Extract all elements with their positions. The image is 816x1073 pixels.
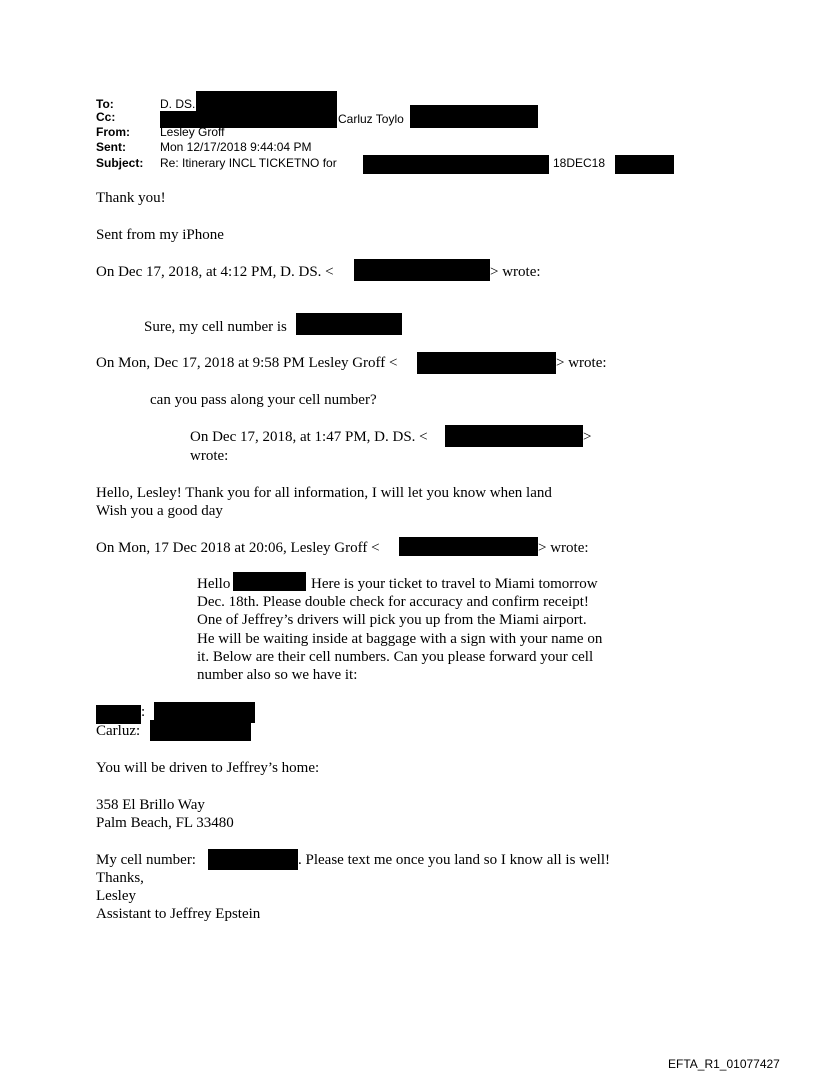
redaction-box — [96, 705, 141, 724]
redaction-box — [296, 313, 402, 335]
hello-line-2: Wish you a good day — [96, 503, 223, 519]
redaction-box — [363, 155, 549, 174]
cc-label: Cc: — [96, 110, 116, 124]
ticket-line-4: He will be waiting inside at baggage with a sign with your name on — [197, 631, 603, 647]
hello-line-1: Hello, Lesley! Thank you for all information, I will let you know when land — [96, 485, 552, 501]
address-line-1: 358 El Brillo Way — [96, 797, 205, 813]
quote4-prefix: On Mon, 17 Dec 2018 at 20:06, Lesley Groff < — [96, 540, 380, 556]
sent-label: Sent: — [96, 140, 126, 154]
subject-label: Subject: — [96, 156, 144, 170]
thank-you-text: Thank you! — [96, 190, 166, 206]
signature-title: Assistant to Jeffrey Epstein — [96, 906, 261, 922]
sent-value: Mon 12/17/2018 9:44:04 PM — [160, 140, 312, 154]
redaction-box — [196, 91, 337, 113]
ticket-line-5: it. Below are their cell numbers. Can you please forward your cell — [197, 649, 594, 665]
ticket-line-6: number also so we have it: — [197, 667, 358, 683]
driven-to-text: You will be driven to Jeffrey’s home: — [96, 760, 320, 776]
ticket-line-3: One of Jeffrey’s drivers will pick you up from the Miami airport. — [197, 612, 587, 628]
quote2-suffix: > wrote: — [556, 355, 607, 371]
subject-suffix-wrap — [553, 157, 605, 169]
quote3-wrote: wrote: — [190, 448, 229, 464]
signature-name: Lesley — [96, 888, 136, 904]
pass-along-text: can you pass along your cell number? — [150, 392, 377, 408]
address-line-2: Palm Beach, FL 33480 — [96, 815, 234, 831]
to-value: D. DS. — [160, 97, 196, 111]
subject-suffix: 18DEC18 — [553, 156, 606, 170]
redaction-box — [410, 105, 538, 128]
quote1-suffix: > wrote: — [490, 264, 541, 280]
thanks-text: Thanks, — [96, 870, 144, 886]
my-cell-label: My cell number: — [96, 852, 196, 868]
driver1-colon: : — [141, 704, 146, 720]
from-label: From: — [96, 125, 130, 139]
redaction-box — [615, 155, 674, 174]
quote3-prefix: On Dec 17, 2018, at 1:47 PM, D. DS. < — [190, 429, 428, 445]
ticket-line-2: Dec. 18th. Please double check for accuracy and confirm receipt! — [197, 594, 589, 610]
redaction-box — [208, 849, 298, 870]
redaction-box — [233, 572, 306, 591]
ticket-line-1-rest: Here is your ticket to travel to Miami tomorrow — [311, 576, 598, 592]
to-label: To: — [96, 97, 114, 111]
redaction-box — [354, 259, 490, 281]
cc-value: Carluz Toylo — [338, 112, 404, 126]
document-id: EFTA_R1_01077427 — [668, 1057, 780, 1071]
quote3-suffix: > — [583, 429, 592, 445]
ticket-hello: Hello — [197, 576, 231, 592]
quote2-prefix: On Mon, Dec 17, 2018 at 9:58 PM Lesley Groff < — [96, 355, 398, 371]
sent-from-text: Sent from my iPhone — [96, 227, 224, 243]
redaction-box — [417, 352, 556, 374]
quote4-suffix: > wrote: — [538, 540, 589, 556]
subject-prefix: Re: Itinerary INCL TICKETNO for — [160, 156, 337, 170]
redaction-box — [445, 425, 583, 447]
redaction-box — [399, 537, 538, 556]
redaction-box — [150, 720, 251, 741]
my-cell-rest: . Please text me once you land so I know all is well! — [298, 852, 611, 868]
cc-value-wrap — [338, 113, 404, 125]
from-value: Lesley Groff — [160, 125, 225, 139]
cell-line-text: Sure, my cell number is — [144, 319, 287, 335]
driver2-label: Carluz: — [96, 723, 141, 739]
quote1-prefix: On Dec 17, 2018, at 4:12 PM, D. DS. < — [96, 264, 334, 280]
